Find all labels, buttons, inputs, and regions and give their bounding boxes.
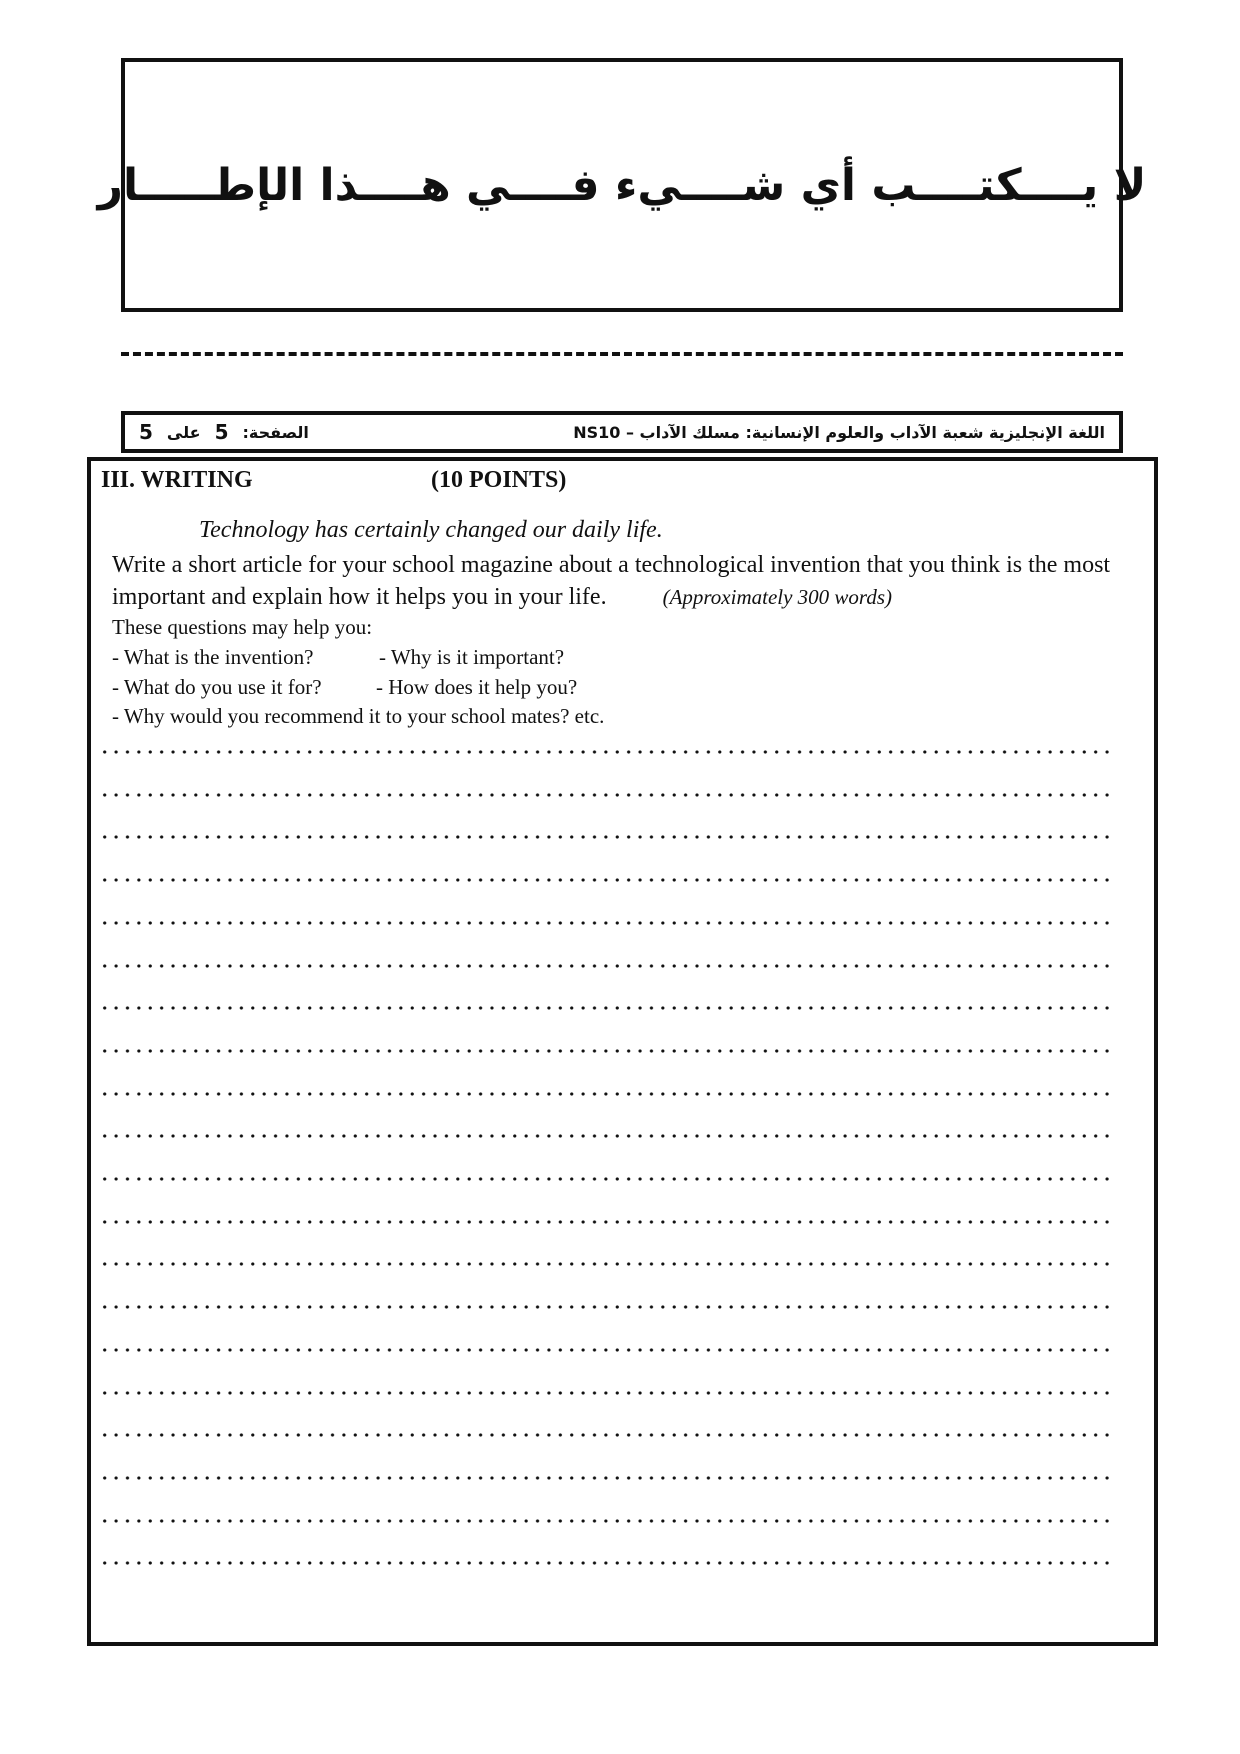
answer-dotted-line[interactable] — [99, 920, 1114, 926]
answer-dotted-line[interactable] — [99, 749, 1114, 755]
question-item: - What do you use it for? — [112, 675, 322, 699]
answer-dotted-line[interactable] — [99, 1518, 1114, 1524]
instruction-text: Write a short article for your school magazine about a technological invention that you think is the most important and explain how it helps you in your life. — [112, 552, 1111, 610]
answer-dotted-line[interactable] — [99, 1347, 1114, 1353]
exam-subject: اللغة الإنجليزية شعبة الآداب والعلوم الإنسانية: مسلك الآداب – NS10 — [573, 422, 1105, 442]
cut-line — [121, 352, 1123, 356]
answer-dotted-line[interactable] — [99, 1219, 1114, 1225]
page-label: الصفحة: — [242, 422, 309, 442]
answer-dotted-line[interactable] — [99, 1261, 1114, 1267]
question-item: - Why would you recommend it to your school mates? etc. — [112, 704, 605, 728]
question-item: - How does it help you? — [376, 675, 578, 699]
answer-dotted-line[interactable] — [99, 1133, 1114, 1139]
answer-dotted-line[interactable] — [99, 834, 1114, 840]
answer-dotted-line[interactable] — [99, 1091, 1114, 1097]
answer-dotted-line[interactable] — [99, 1304, 1114, 1310]
page-total: 5 — [139, 420, 153, 444]
writing-section-box — [87, 457, 1158, 1646]
do-not-write-frame — [97, 58, 1147, 312]
question-item: - Why is it important? — [379, 645, 565, 669]
writing-prompt: Technology has certainly changed our daily life. — [199, 517, 663, 543]
answer-dotted-line[interactable] — [99, 1560, 1114, 1566]
page-number: 5 — [214, 420, 229, 444]
writing-instruction — [112, 549, 1112, 613]
section-points: (10 POINTS) — [431, 467, 567, 493]
section-title: III. WRITING — [101, 467, 253, 493]
do-not-write-notice: لا يــــكتــــب أي شــــيء فــــي هــــذا الإطـــــار — [97, 159, 1147, 211]
page-of-label: على — [166, 422, 201, 442]
answer-dotted-line[interactable] — [99, 963, 1114, 969]
answer-dotted-line[interactable] — [99, 1475, 1114, 1481]
answer-dotted-line[interactable] — [99, 877, 1114, 883]
answer-dotted-line[interactable] — [99, 792, 1114, 798]
answer-dotted-line[interactable] — [99, 1390, 1114, 1396]
question-item: - What is the invention? — [112, 645, 314, 669]
answer-dotted-line[interactable] — [99, 1432, 1114, 1438]
answer-dotted-line[interactable] — [99, 1176, 1114, 1182]
answer-dotted-line[interactable] — [99, 1048, 1114, 1054]
help-intro: These questions may help you: — [112, 615, 373, 639]
answer-dotted-line[interactable] — [99, 1005, 1114, 1011]
exam-header-bar — [121, 411, 1123, 453]
word-count-hint: (Approximately 300 words) — [662, 585, 892, 609]
page-indicator — [139, 420, 309, 444]
